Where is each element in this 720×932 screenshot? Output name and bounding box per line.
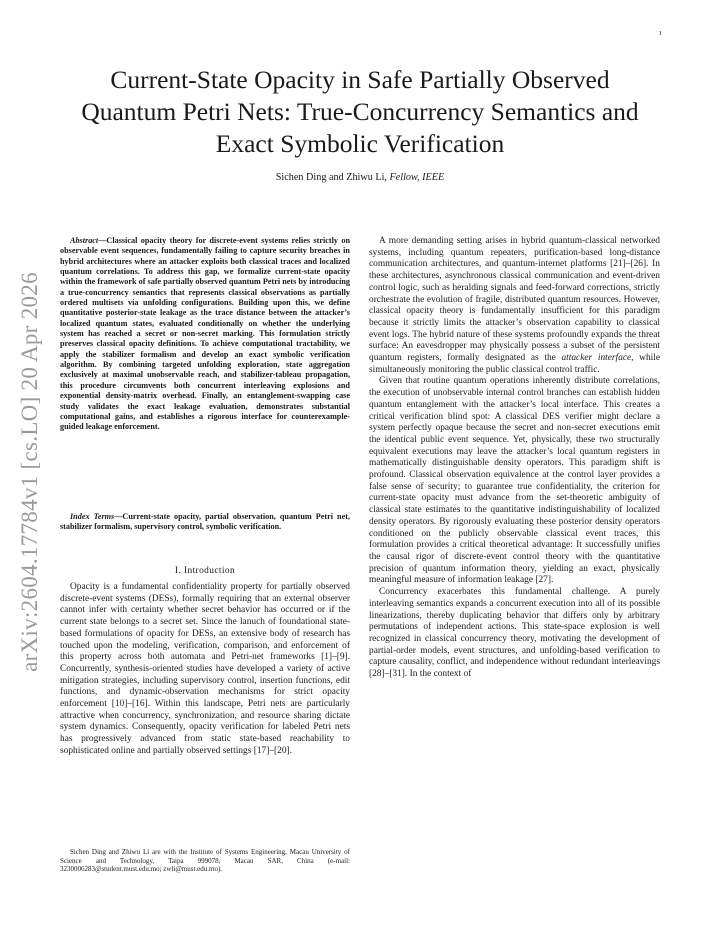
index-terms <box>60 512 350 533</box>
arxiv-stamp-text: arXiv:2604.17784v1 [cs.LO] 20 Apr 2026 <box>16 272 42 672</box>
page-number: 1 <box>658 30 662 37</box>
right-column <box>369 236 660 681</box>
abstract-text: —Classical opacity theory for discrete-event systems relies strictly on observable event sequences, fundamentally failing to capture security breaches in hybrid architectures where an attacker exploits both classical traces and localized quantum correlations. To address this gap, we formalize current-state opacity within the framework of safe partially observed quantum Petri nets by introducing a true-concurrency semantics that represents classical observations as partially ordered multisets via unfolding configurations. Building upon this, we define quantitative posterior-state leakage as the trace distance between the attacker’s localized quantum states, evaluated conditionally on whether the underlying system has reached a secret or non-secret marking. This formulation strictly preserves classical opacity definitions. To achieve computational tractability, we apply the stabilizer formalism and develop an exact symbolic verification algorithm. By combining targeted unfolding exploration, state aggregation exclusively at maximal unobservable reach, and stabilizer-tableau propagation, this procedure circumvents both concurrent interleaving explosions and exponential density-matrix overhead. Finally, an entanglement-swapping case study validates the exact leakage evaluation, demonstrates substantial computational gains, and establishes a rigorous interface for counterexample-guided leakage enforcement. <box>60 236 350 432</box>
author-affiliation-title: Fellow, IEEE <box>389 172 445 183</box>
index-terms-label: Index Terms <box>70 512 115 521</box>
author-footnote: Sichen Ding and Zhiwu Li are with the Institute of Systems Engineering, Macau University of Science and Technology, Taipa 999078, Macau SAR, China (e-mail: 3230006283@student.must.edu.mo; zwli@must.edu.mo). <box>60 848 350 874</box>
index-terms-paragraph <box>60 512 350 533</box>
arxiv-stamp <box>6 256 53 688</box>
author-names: Sichen Ding and Zhiwu Li, <box>275 172 387 183</box>
right-paragraph-3: Concurrency exacerbates this fundamental challenge. A purely interleaving semantics expands a concurrent execution into all of its possible linearizations, thereby duplicating behavior that differs only by arbitrary permutations of independent actions. This state-space explosion is well recognized in classical concurrency theory, motivating the development of partial-order models, event structures, and unfolding-based verification to capture causality, conflict, and independence without redundant interleavings [28]–[31]. In the context of <box>369 587 660 680</box>
abstract-label: Abstract <box>70 236 99 245</box>
index-terms-text: —Current-state opacity, partial observation, quantum Petri net, stabilizer formalism, supervisory control, symbolic verification. <box>60 512 350 532</box>
right-paragraph-1-end: , while simultaneously monitoring the public classical control traffic. <box>369 353 660 375</box>
paper-title: Current-State Opacity in Safe Partially Observed Quantum Petri Nets: True-Concurrency Semantics and Exact Symbolic Verification <box>81 65 639 158</box>
right-paragraph-1 <box>369 236 660 376</box>
introduction-body <box>60 582 350 758</box>
abstract-paragraph <box>60 236 350 433</box>
abstract <box>60 236 350 433</box>
intro-paragraph: Opacity is a fundamental confidentiality property for partially observed discrete-event systems (DESs), formally requiring that an external observer cannot infer with certainty whether secret behavior has occurred or if the current state belongs to a secret set. Since the lanuch of foundational state-based formulations of opacity for DESs, an extensive body of research has touched upon the modeling, verification, comparison, and enforcement of this property across both automata and Petri-net frameworks [1]–[9]. Concurrently, synthesis-oriented studies have developed a variety of active mitigation strategies, including supervisory control, insertion functions, edit functions, and dynamic-observation mechanisms for strict opacity enforcement [10]–[16]. Within this landscape, Petri nets are particularly attractive when concurrency, synchronization, and resource sharing dictate system dynamics. Consequently, opacity verification for labeled Petri nets has progressively advanced from static state-based reachability to sophisticated online and partially observed settings [17]–[20]. <box>60 582 350 756</box>
section-heading-text: I. Introduction <box>174 566 236 576</box>
right-paragraph-2: Given that routine quantum operations inherently distribute correlations, the execution of unobservable internal control branches can establish hidden quantum entanglement with the attacker’s local interface. This creates a critical verification blind spot: A classical DES verifier might declare a system perfectly opaque because the secret and non-secret executions emit the identical public event sequence. Yet, physically, these two structurally equivalent executions may leave the attacker’s local quantum registers in mathematically distinguishable density operators. This paradigm shift is profound. Classical observation equivalence at the control layer provides a false sense of security; to guarantee true confidentiality, the criterion for current-state opacity must advance from the set-theoretic ambiguity of classical state estimates to the quantitative indistinguishability of localized density operators. By rigorously evaluating these posterior density operators conditioned on the publicly observable classical event traces, this formulation provides a critical theoretical advantage: It successfully unifies the causal rigor of discrete-event control theory with the quantitative precision of quantum information theory, yielding an exact, physically meaningful measure of information leakage [27]. <box>369 376 660 586</box>
section-heading <box>60 566 350 576</box>
author-line <box>60 172 660 183</box>
right-paragraph-1-start: A more demanding setting arises in hybrid quantum-classical networked systems, including quantum repeaters, purification-based long-distance communication architectures, and quantum-internet platforms [21]–[26]. In these architectures, asynchronous classical communication and event-driven control logic, such as heralding signals and feed-forward corrections, strictly orchestrate the evolution of fragile, distributed quantum resources. However, classical opacity theory is fundamentally insufficient for this paradigm because it strictly limits the attacker’s observation capability to classical event logs. The hybrid nature of these systems profoundly expands the threat surface: An eavesdropper may physically possess a subset of the persistent quantum registers, formally designated as the <box>369 236 660 364</box>
attacker-interface-emphasis: attacker interface <box>561 353 632 364</box>
